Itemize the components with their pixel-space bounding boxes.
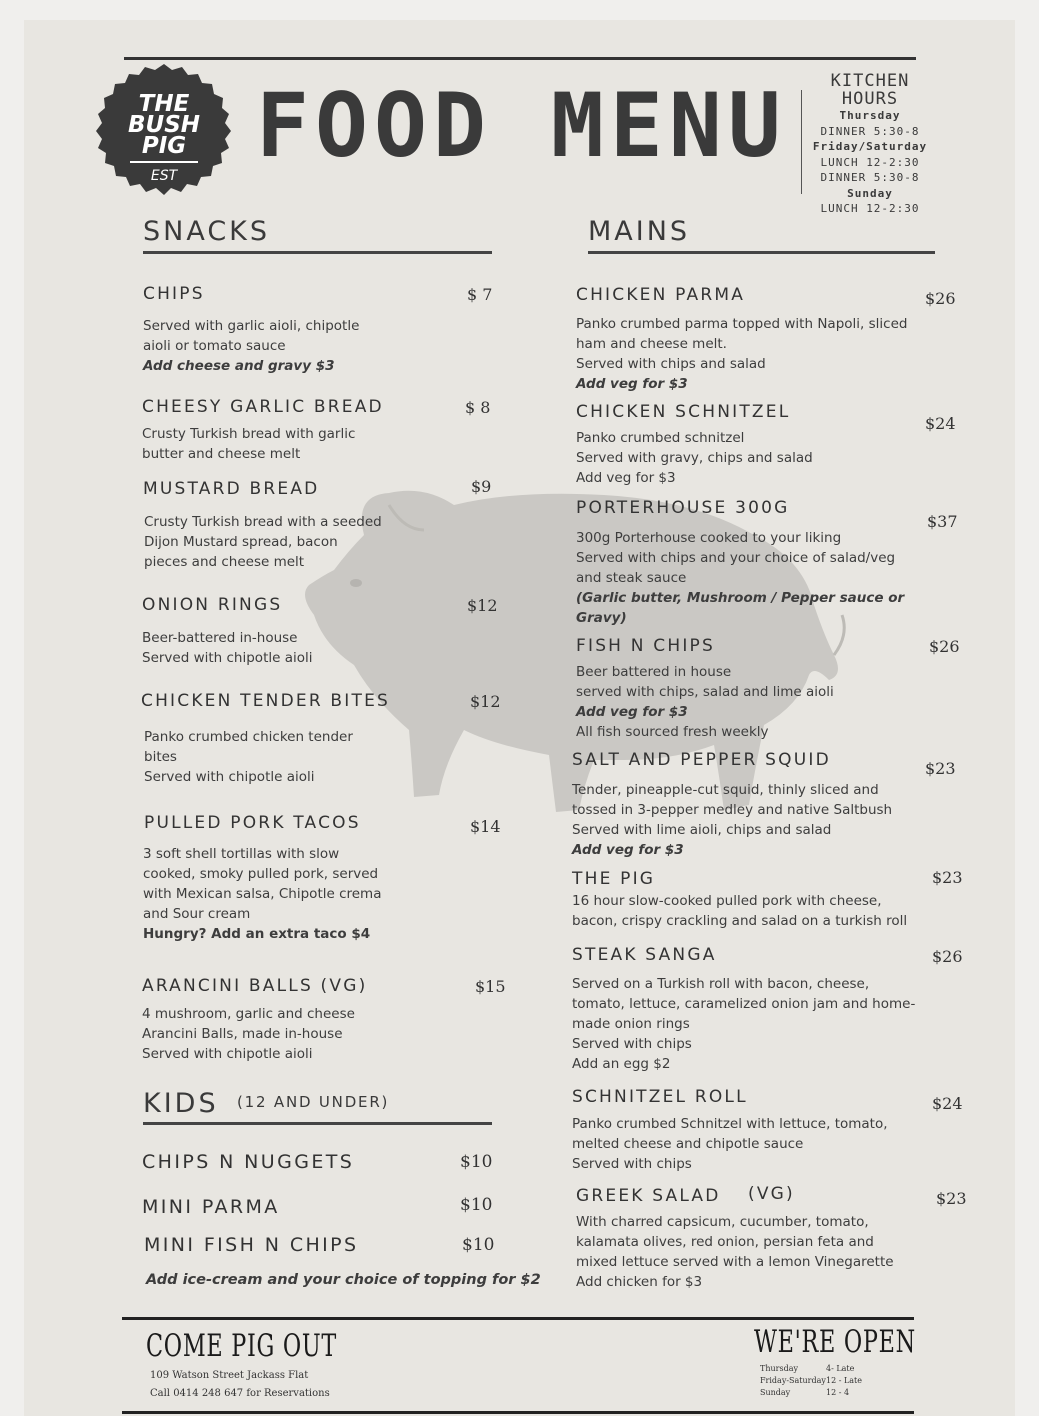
hours-day-2-lunch: LUNCH 12-2:30: [820, 155, 920, 169]
desc-line: cooked, smoky pulled pork, served: [143, 866, 379, 882]
kitchen-hours-title-2: HOURS: [841, 89, 899, 109]
snack-price-chips: $ 7: [467, 285, 493, 304]
desc-line: pieces and cheese melt: [144, 554, 305, 570]
kitchen-hours: [804, 72, 936, 217]
hours-day-1: Thursday: [839, 109, 901, 122]
desc-line: Tender, pineapple-cut squid, thinly sliced and: [572, 782, 879, 798]
hours-day-2: Friday/Saturday: [812, 140, 928, 153]
kids-price-mini-parma: $10: [460, 1195, 493, 1215]
main-name-the-pig: THE PIG: [572, 869, 656, 889]
footer-right-title: WE'RE OPEN: [754, 1324, 916, 1360]
desc-line: Panko crumbed chicken tender: [144, 729, 353, 745]
desc-extra: Add veg for $3: [572, 842, 684, 858]
desc-line: Arancini Balls, made in-house: [142, 1026, 343, 1042]
snack-name-mustard-bread: MUSTARD BREAD: [143, 479, 320, 499]
desc-line: ham and cheese melt.: [576, 336, 727, 352]
footer-top-rule: [122, 1317, 914, 1320]
snacks-rule: [143, 251, 492, 254]
desc-line: All fish sourced fresh weekly: [576, 724, 769, 740]
desc-line: melted cheese and chipotle sauce: [572, 1136, 804, 1152]
desc-extra: Add veg for $3: [576, 376, 688, 392]
snack-name-pulled-pork-tacos: PULLED PORK TACOS: [144, 813, 361, 833]
desc-line: 16 hour slow-cooked pulled pork with cheese,: [572, 893, 882, 909]
footer-left-title: COME PIG OUT: [146, 1328, 338, 1364]
main-price-chicken-schnitzel: $24: [925, 414, 956, 433]
snack-desc-onion-rings: [142, 628, 313, 668]
main-desc-fish-n-chips: [576, 662, 834, 742]
main-name-greek-salad: GREEK SALAD: [576, 1186, 721, 1206]
desc-line: Crusty Turkish bread with a seeded: [144, 514, 382, 530]
main-name-chicken-schnitzel: CHICKEN SCHNITZEL: [576, 402, 791, 422]
kids-heading: KIDS: [143, 1088, 219, 1119]
open-row: [760, 1387, 862, 1399]
desc-line: aioli or tomato sauce: [143, 338, 286, 354]
desc-line: and steak sauce: [576, 570, 687, 586]
desc-line: Served with gravy, chips and salad: [576, 450, 813, 466]
main-desc-porterhouse: [576, 528, 904, 628]
desc-line: Served with garlic aioli, chipotle: [143, 318, 360, 334]
desc-line: bacon, crispy crackling and salad on a turkish roll: [572, 913, 908, 929]
snack-price-onion-rings: $12: [467, 596, 498, 615]
snacks-heading: SNACKS: [143, 216, 271, 247]
snack-price-mustard-bread: $9: [471, 477, 492, 496]
open-day: Thursday: [760, 1364, 798, 1373]
desc-line: Served with chipotle aioli: [144, 769, 315, 785]
snack-desc-arancini-balls: [142, 1004, 355, 1064]
desc-line: Add chicken for $3: [576, 1274, 703, 1290]
desc-line: Served with chips: [572, 1036, 692, 1052]
desc-line: Panko crumbed Schnitzel with lettuce, tomato,: [572, 1116, 888, 1132]
desc-extra: Add cheese and gravy $3: [143, 358, 335, 374]
open-time: 4- Late: [826, 1364, 855, 1373]
desc-line: mixed lettuce served with a lemon Vinegarette: [576, 1254, 894, 1270]
desc-line: Served with chips: [572, 1156, 692, 1172]
footer-address: 109 Watson Street Jackass Flat: [150, 1370, 309, 1381]
kids-price-chips-n-nuggets: $10: [460, 1152, 493, 1172]
snack-name-cheesy-garlic-bread: CHEESY GARLIC BREAD: [142, 397, 384, 417]
desc-line: kalamata olives, red onion, persian feta and: [576, 1234, 874, 1250]
main-price-greek-salad: $23: [936, 1189, 967, 1208]
desc-line: tossed in 3-pepper medley and native Saltbush: [572, 802, 893, 818]
main-desc-the-pig: [572, 891, 907, 931]
kitchen-hours-title-1: KITCHEN: [830, 71, 910, 91]
desc-extra: Hungry? Add an extra taco $4: [143, 926, 371, 942]
desc-line: 3 soft shell tortillas with slow: [143, 846, 340, 862]
open-row: [760, 1375, 862, 1387]
desc-line: Served on a Turkish roll with bacon, cheese,: [572, 976, 870, 992]
desc-line: Served with chipotle aioli: [142, 1046, 313, 1062]
kids-rule: [143, 1122, 492, 1125]
logo-line-1: THE: [138, 91, 190, 117]
snack-desc-chicken-tender-bites: [144, 727, 353, 787]
desc-extra: Add an egg $2: [572, 1056, 671, 1072]
desc-line: Beer-battered in-house: [142, 630, 298, 646]
mains-heading: MAINS: [588, 216, 691, 247]
main-price-the-pig: $23: [932, 868, 963, 887]
desc-line: Panko crumbed parma topped with Napoli, sliced: [576, 316, 908, 332]
desc-line: 300g Porterhouse cooked to your liking: [576, 530, 842, 546]
kids-name-chips-n-nuggets: CHIPS N NUGGETS: [142, 1151, 355, 1173]
open-time: 12 - 4: [826, 1388, 850, 1397]
desc-extra: (Garlic butter, Mushroom / Pepper sauce or: [576, 590, 905, 606]
snack-name-chicken-tender-bites: CHICKEN TENDER BITES: [141, 691, 391, 711]
main-desc-salt-and-pepper-squid: [572, 780, 892, 860]
main-price-porterhouse: $37: [927, 512, 958, 531]
hours-day-3: Sunday: [847, 186, 893, 200]
desc-line: served with chips, salad and lime aioli: [576, 684, 834, 700]
main-price-fish-n-chips: $26: [929, 637, 960, 656]
main-desc-greek-salad: [576, 1212, 894, 1292]
open-day: Sunday: [760, 1388, 791, 1397]
desc-line: made onion rings: [572, 1016, 690, 1032]
desc-line: Crusty Turkish bread with garlic: [142, 426, 356, 442]
desc-extra: Add veg for $3: [576, 704, 688, 720]
snack-price-arancini-balls: $15: [475, 977, 506, 996]
logo-est: EST: [150, 168, 178, 184]
footer-phone: Call 0414 248 647 for Reservations: [150, 1388, 330, 1399]
main-desc-steak-sanga: [572, 974, 915, 1074]
desc-line: Panko crumbed schnitzel: [576, 430, 745, 446]
kids-name-mini-parma: MINI PARMA: [142, 1196, 280, 1218]
hours-divider: [801, 90, 802, 194]
snack-desc-chips: [143, 316, 359, 376]
snack-price-cheesy-garlic-bread: $ 8: [465, 398, 491, 417]
snack-desc-pulled-pork-tacos: [143, 844, 382, 944]
main-price-salt-and-pepper-squid: $23: [925, 759, 956, 778]
desc-line: Beer battered in house: [576, 664, 732, 680]
desc-line: Served with chips and your choice of salad/veg: [576, 550, 896, 566]
mains-rule: [588, 251, 935, 254]
open-row: [760, 1363, 862, 1375]
desc-line: and Sour cream: [143, 906, 251, 922]
top-rule: [124, 57, 916, 60]
kids-name-mini-fish-n-chips: MINI FISH N CHIPS: [144, 1234, 359, 1256]
main-price-chicken-parma: $26: [925, 289, 956, 308]
desc-line: bites: [144, 749, 177, 765]
desc-line: with Mexican salsa, Chipotle crema: [143, 886, 382, 902]
open-time: 12 - Late: [826, 1376, 862, 1385]
footer-open-hours: [760, 1363, 862, 1399]
snack-price-chicken-tender-bites: $12: [470, 692, 501, 711]
desc-line: Add veg for $3: [576, 470, 676, 486]
desc-line: Dijon Mustard spread, bacon: [144, 534, 338, 550]
main-desc-schnitzel-roll: [572, 1114, 888, 1174]
main-name-salt-and-pepper-squid: SALT AND PEPPER SQUID: [572, 750, 831, 770]
desc-line: tomato, lettuce, caramelized onion jam and home-: [572, 996, 916, 1012]
menu-page: [24, 20, 1015, 1416]
main-tag-greek-salad: (VG): [748, 1184, 795, 1204]
snack-name-arancini-balls: ARANCINI BALLS (VG): [142, 976, 368, 996]
main-name-steak-sanga: STEAK SANGA: [572, 945, 717, 965]
desc-extra: Gravy): [576, 610, 627, 626]
desc-line: Served with chips and salad: [576, 356, 766, 372]
hours-day-1-dinner: DINNER 5:30-8: [820, 124, 920, 138]
desc-line: With charred capsicum, cucumber, tomato,: [576, 1214, 869, 1230]
logo-badge: [94, 62, 234, 202]
snack-name-chips: CHIPS: [143, 284, 205, 304]
snack-desc-mustard-bread: [144, 512, 382, 572]
hours-day-3-lunch: LUNCH 12-2:30: [820, 202, 920, 215]
main-name-porterhouse: PORTERHOUSE 300G: [576, 498, 790, 518]
snack-price-pulled-pork-tacos: $14: [470, 817, 501, 836]
open-day: Friday-Saturday: [760, 1376, 826, 1385]
snack-name-onion-rings: ONION RINGS: [142, 595, 283, 615]
logo-line-2: BUSH: [127, 112, 201, 138]
logo-line-3: PIG: [141, 133, 187, 159]
page-title: FOOD MENU: [256, 74, 787, 177]
main-price-schnitzel-roll: $24: [932, 1094, 963, 1113]
hours-day-2-dinner: DINNER 5:30-8: [820, 171, 920, 184]
main-name-fish-n-chips: FISH N CHIPS: [576, 636, 716, 656]
desc-line: Served with chipotle aioli: [142, 650, 313, 666]
kids-note: [146, 1270, 541, 1290]
kids-subheading: (12 AND UNDER): [237, 1093, 390, 1111]
main-name-chicken-parma: CHICKEN PARMA: [576, 285, 746, 305]
footer-bottom-rule: [122, 1411, 914, 1414]
snack-desc-cheesy-garlic-bread: [142, 424, 355, 464]
desc-line: 4 mushroom, garlic and cheese: [142, 1006, 355, 1022]
desc-line: Served with lime aioli, chips and salad: [572, 822, 832, 838]
kids-note-text: Add ice-cream and your choice of topping for $2: [146, 1272, 541, 1288]
main-price-steak-sanga: $26: [932, 947, 963, 966]
main-name-schnitzel-roll: SCHNITZEL ROLL: [572, 1087, 748, 1107]
logo-divider: [130, 161, 198, 163]
kids-price-mini-fish-n-chips: $10: [462, 1235, 495, 1255]
desc-line: butter and cheese melt: [142, 446, 301, 462]
main-desc-chicken-parma: [576, 314, 907, 394]
main-desc-chicken-schnitzel: [576, 428, 813, 488]
